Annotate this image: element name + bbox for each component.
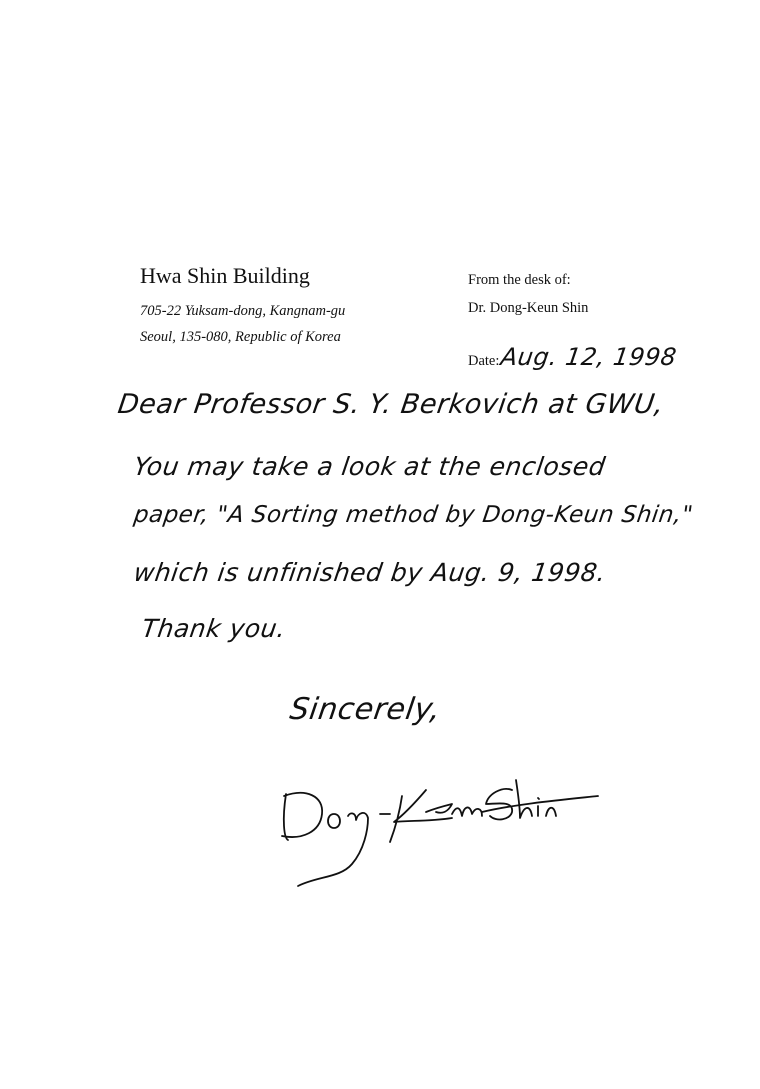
address-line-2: Seoul, 135-080, Republic of Korea [140, 329, 341, 345]
signature-drawing [276, 760, 606, 890]
letterhead-address-block [140, 262, 440, 350]
from-desk-label: From the desk of: [468, 272, 571, 288]
body-line: Thank you. [140, 614, 288, 643]
body-line: which is unfinished by Aug. 9, 1998. [132, 558, 608, 587]
date-value-handwritten: Aug. 12, 1998 [499, 343, 679, 371]
building-name: Hwa Shin Building [140, 263, 310, 288]
signature [276, 760, 606, 890]
address-line-1: 705-22 Yuksam-dong, Kangnam-gu [140, 303, 346, 319]
body-line: paper, "A Sorting method by Dong-Keun Shin," [132, 502, 695, 528]
date-label: Date: [468, 353, 500, 369]
body-line: You may take a look at the enclosed [132, 452, 608, 481]
date-row [468, 336, 677, 372]
salutation: Dear Professor S. Y. Berkovich at GWU, [115, 389, 666, 420]
from-desk-name: Dr. Dong-Keun Shin [468, 300, 589, 316]
from-desk-block [468, 266, 728, 322]
closing: Sincerely, [287, 692, 443, 727]
